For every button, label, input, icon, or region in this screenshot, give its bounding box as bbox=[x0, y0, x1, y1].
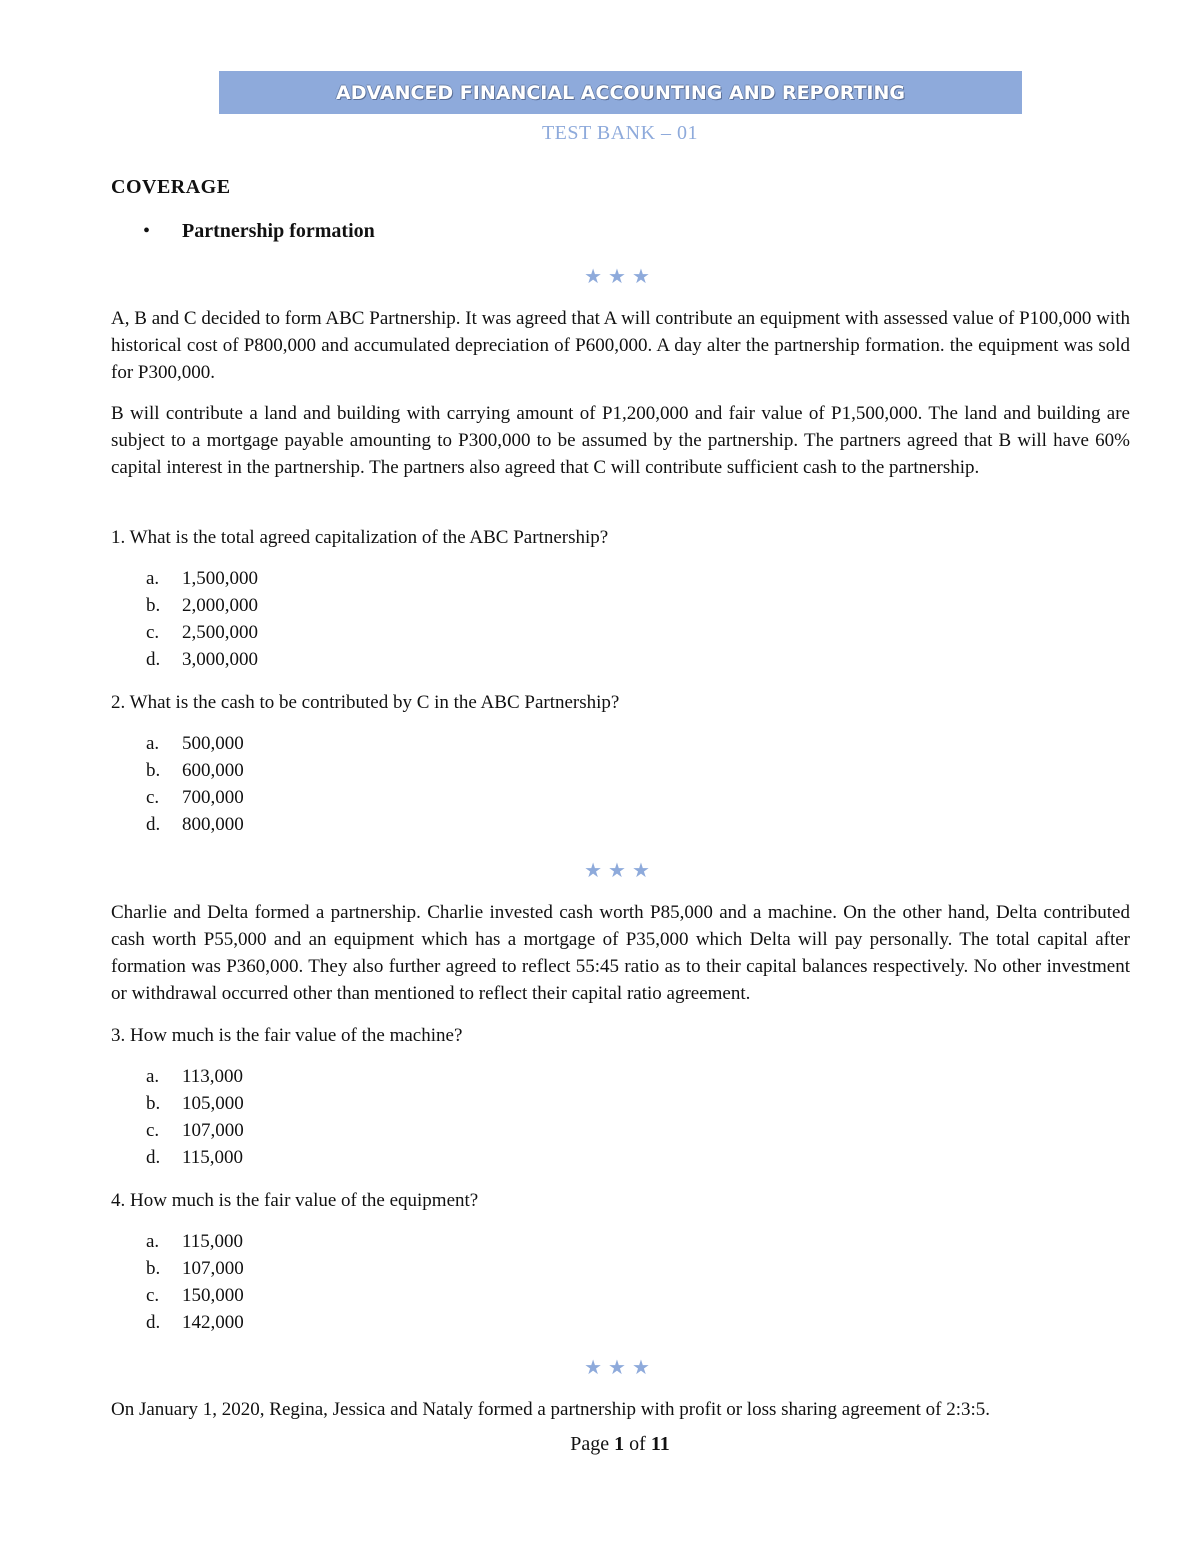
question-2: 2. What is the cash to be contributed by C in the ABC Partnership? bbox=[111, 692, 620, 713]
coverage-heading: COVERAGE bbox=[111, 176, 231, 198]
choice-item: d. 115,000 bbox=[146, 1147, 244, 1168]
question-4-choices bbox=[146, 1228, 244, 1336]
question-3-choices bbox=[146, 1063, 244, 1171]
banner-title: ADVANCED FINANCIAL ACCOUNTING AND REPORTING bbox=[336, 81, 905, 104]
choice-item: d. 142,000 bbox=[146, 1312, 244, 1333]
star-separator-3: ★★★ bbox=[584, 1355, 656, 1379]
star-separator-1: ★★★ bbox=[584, 264, 656, 288]
bullet-icon: • bbox=[143, 220, 151, 242]
page-current: 1 bbox=[614, 1433, 625, 1455]
choice-item: b. 105,000 bbox=[146, 1093, 244, 1114]
footer-middle: of bbox=[624, 1433, 651, 1455]
problem3-paragraph: On January 1, 2020, Regina, Jessica and Nataly formed a partnership with profit or loss sharing agreement of 2:3:5. bbox=[111, 1399, 991, 1420]
footer-prefix: Page bbox=[570, 1433, 615, 1455]
question-3: 3. How much is the fair value of the machine? bbox=[111, 1025, 463, 1046]
choice-item: c. 2,500,000 bbox=[146, 622, 258, 643]
question-1-choices bbox=[146, 565, 258, 673]
question-4: 4. How much is the fair value of the equipment? bbox=[111, 1190, 479, 1211]
choice-item: a. 1,500,000 bbox=[146, 568, 258, 589]
title-banner bbox=[219, 71, 1022, 114]
choice-item: d. 800,000 bbox=[146, 814, 244, 835]
problem2-paragraph: Charlie and Delta formed a partnership. Charlie invested cash worth P85,000 and a machine. On the other hand, Delta contributed cash worth P55,000 and an equipment which has a mortgage of P35,000 which Delta will pay personally. The total capital after formation was P360,000. They also further agreed to reflect 55:45 ratio as to their capital balances respectively. No other investment or withdrawal occurred other than mentioned to reflect their capital ratio agreement. bbox=[111, 902, 1130, 1004]
coverage-item-label: Partnership formation bbox=[182, 220, 375, 242]
choice-item: c. 150,000 bbox=[146, 1285, 244, 1306]
question-1: 1. What is the total agreed capitalization of the ABC Partnership? bbox=[111, 527, 609, 548]
test-bank-subtitle: TEST BANK – 01 bbox=[541, 122, 699, 144]
choice-item: a. 115,000 bbox=[146, 1231, 244, 1252]
problem1-paragraph-2: B will contribute a land and building with carrying amount of P1,200,000 and fair value of P1,500,000. The land and building are subject to a mortgage payable amounting to P300,000 to be assumed by the partnership. The partners agreed that B will have 60% capital interest in the partnership. The partners also agreed that C will contribute sufficient cash to the partnership. bbox=[111, 403, 1130, 478]
choice-item: a. 113,000 bbox=[146, 1066, 244, 1087]
choice-item: d. 3,000,000 bbox=[146, 649, 258, 670]
choice-item: b. 600,000 bbox=[146, 760, 244, 781]
problem1-paragraph-1: A, B and C decided to form ABC Partnership. It was agreed that A will contribute an equipment with assessed value of P100,000 with historical cost of P800,000 and accumulated depreciation of P600,000. A day alter the partnership formation. the equipment was sold for P300,000. bbox=[111, 308, 1130, 383]
page-total: 11 bbox=[650, 1433, 670, 1455]
choice-item: b. 2,000,000 bbox=[146, 595, 258, 616]
choice-item: a. 500,000 bbox=[146, 733, 244, 754]
choice-item: c. 700,000 bbox=[146, 787, 244, 808]
choice-item: c. 107,000 bbox=[146, 1120, 244, 1141]
question-2-choices bbox=[146, 730, 244, 838]
choice-item: b. 107,000 bbox=[146, 1258, 244, 1279]
star-separator-2: ★★★ bbox=[584, 858, 656, 882]
coverage-item bbox=[143, 220, 375, 243]
page-footer bbox=[0, 1433, 1200, 1456]
